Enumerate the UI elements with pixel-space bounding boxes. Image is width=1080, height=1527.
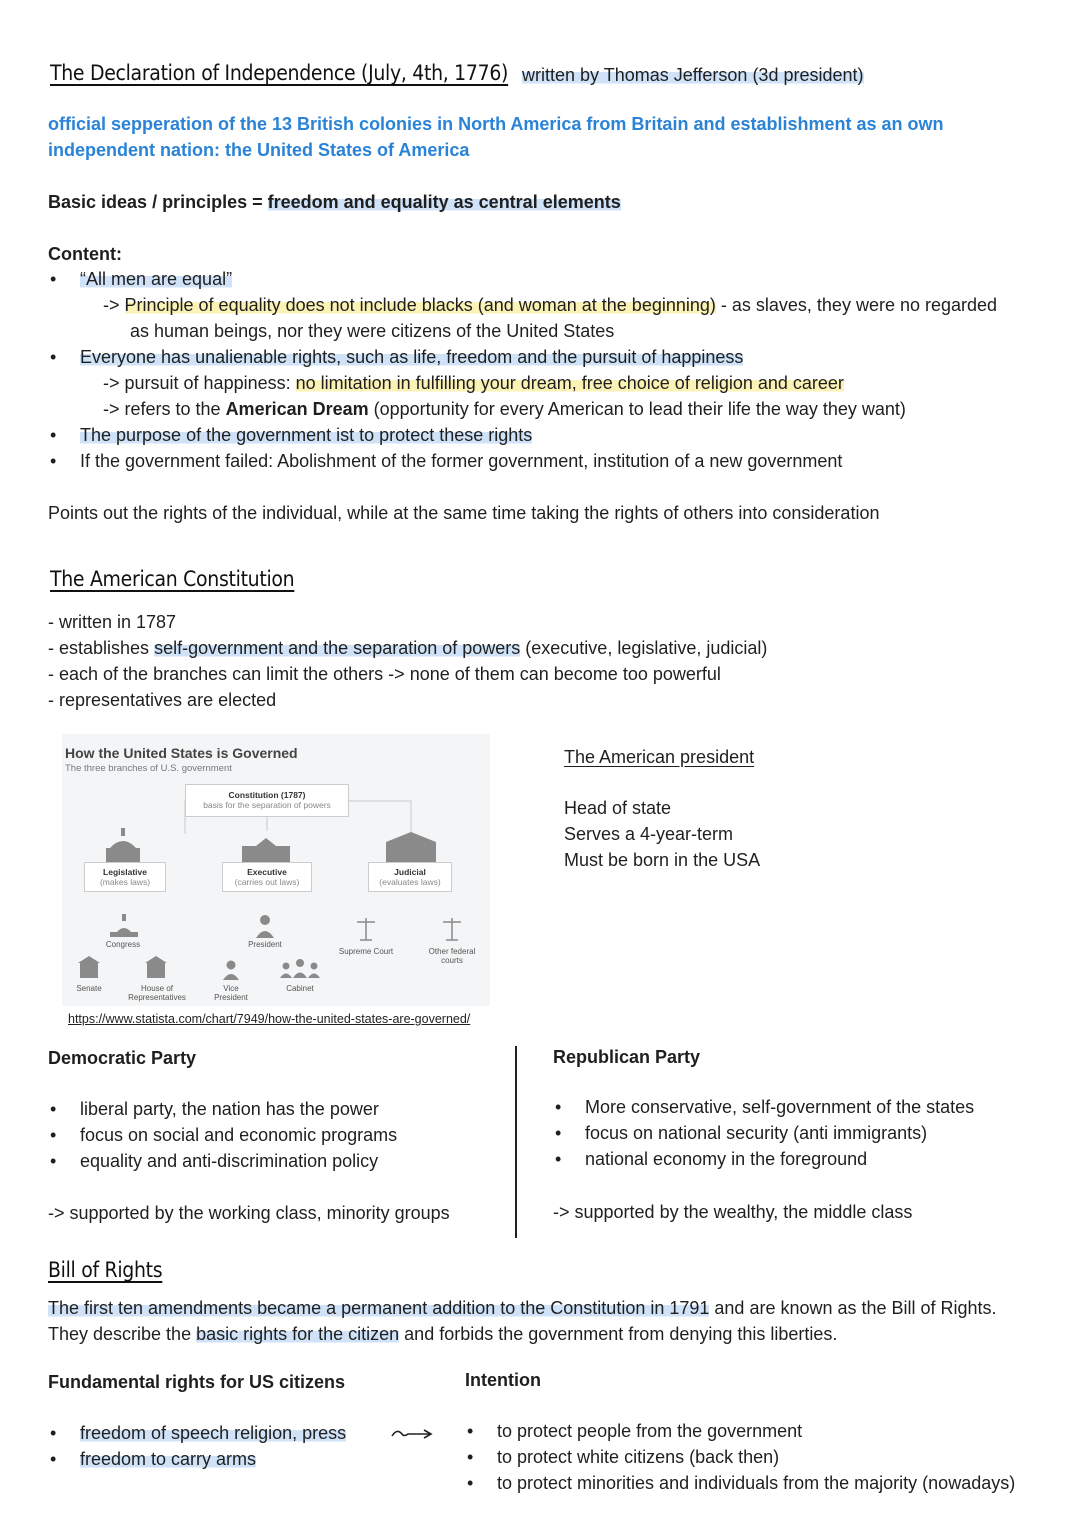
- rights-list: [48, 1420, 388, 1472]
- constitution-box-title: Constitution (1787): [228, 790, 306, 800]
- label-house: House of Representatives: [128, 984, 186, 1002]
- bill-line1-highlight: The first ten amendments became a permanent addition to the Constitution in 1791: [48, 1298, 710, 1318]
- equal-note-arrow: ->: [103, 295, 125, 315]
- executive-title: Executive: [247, 867, 287, 877]
- arrow-icon: [388, 1424, 436, 1444]
- bill-line1-rest: and are known as the Bill of Rights.: [709, 1298, 997, 1318]
- republican-support: -> supported by the wealthy, the middle class: [553, 1202, 913, 1222]
- declaration-title: The Declaration of Independence (July, 4th, 1776): [50, 61, 509, 85]
- label-president: President: [248, 940, 282, 949]
- judicial-sub: (evaluates laws): [379, 877, 441, 888]
- label-senate: Senate: [76, 984, 102, 993]
- diagram-subtitle: The three branches of U.S. government: [65, 763, 232, 774]
- declaration-byline: [522, 62, 864, 88]
- republican-item: • focus on national security (anti immigrants): [553, 1120, 1033, 1146]
- content-item-rights: [48, 344, 1058, 370]
- diagram-judicial-box: [368, 862, 452, 892]
- american-dream-note: [48, 396, 1058, 422]
- democratic-title: Democratic Party: [48, 1048, 197, 1068]
- constitution-line-limit: - each of the branches can limit the others -> none of them can become too powerful: [48, 664, 721, 684]
- separation-prefix: - establishes: [48, 638, 155, 658]
- bill-line2-prefix: They describe the: [48, 1324, 197, 1344]
- diagram-title: How the United States is Governed: [65, 745, 298, 761]
- president-term: Serves a 4-year-term: [564, 824, 734, 844]
- judicial-title: Judicial: [394, 867, 426, 877]
- president-list: [564, 795, 760, 873]
- vp-person-icon: [223, 961, 239, 981]
- label-cabinet: Cabinet: [286, 984, 314, 993]
- democratic-item: • focus on social and economic programs: [48, 1122, 498, 1148]
- executive-sub: (carries out laws): [234, 877, 300, 888]
- constitution-title: The American Constitution: [50, 567, 295, 591]
- rights-item: [48, 1446, 388, 1472]
- bill-line2-highlight: basic rights for the citizen: [196, 1324, 400, 1344]
- separation-highlight: self-government and the separation of powers: [154, 638, 521, 658]
- republican-list: [553, 1094, 1033, 1172]
- courthouse-icon: [386, 832, 436, 862]
- basic-ideas-prefix: Basic ideas / principles =: [48, 192, 268, 212]
- diagram-legislative-box: [84, 862, 166, 892]
- congress-dome-icon: [110, 914, 138, 937]
- diagram-constitution-box: [185, 784, 349, 817]
- government-diagram: [62, 734, 490, 1006]
- intention-title: Intention: [465, 1370, 541, 1390]
- rights-item-text: freedom of speech religion, press: [80, 1423, 347, 1443]
- content-item-rights-text: Everyone has unalienable rights, such as life, freedom and the pursuit of happiness: [80, 347, 744, 367]
- content-item-equal: [48, 266, 1058, 292]
- content-item-purpose-text: The purpose of the government ist to protect these rights: [80, 425, 533, 445]
- constitution-line-written: - written in 1787: [48, 612, 177, 632]
- constitution-list: [48, 609, 948, 713]
- declaration-byline-text: written by Thomas Jefferson (3d president): [522, 65, 864, 85]
- label-supreme-court: Supreme Court: [338, 947, 394, 956]
- content-item-failed: • If the government failed: Abolishment of the former government, institution of a new government: [48, 448, 1058, 474]
- content-label: Content:: [48, 244, 122, 264]
- constitution-box-sub: basis for the separation of powers: [203, 800, 331, 811]
- content-item-equal-note: [48, 292, 1058, 318]
- intention-item: • to protect minorities and individuals from the majority (nowadays): [465, 1470, 1065, 1496]
- republican-title: Republican Party: [553, 1047, 701, 1067]
- scales-icons: [357, 918, 461, 940]
- legislative-title: Legislative: [103, 867, 147, 877]
- content-item-purpose: [48, 422, 1058, 448]
- rights-title: Fundamental rights for US citizens: [48, 1372, 346, 1392]
- equal-note-highlight: Principle of equality does not include blacks (and woman at the beginning): [124, 295, 716, 315]
- cabinet-group-icon: [280, 959, 320, 978]
- basic-ideas-highlight: freedom and equality as central elements: [267, 192, 621, 212]
- democratic-item: • liberal party, the nation has the power: [48, 1096, 498, 1122]
- bill-title: Bill of Rights: [48, 1258, 163, 1282]
- equal-note-rest: - as slaves, they were no regarded: [715, 295, 998, 315]
- bill-line1: [48, 1295, 997, 1321]
- separation-rest: (executive, legislative, judicial): [520, 638, 768, 658]
- dream-note-bold: American Dream: [225, 399, 369, 419]
- label-vice-president: Vice President: [214, 984, 248, 1002]
- diagram-source-link[interactable]: https://www.statista.com/chart/7949/how-the-united-states-are-governed/: [68, 1012, 471, 1026]
- content-item-equal-note-2: as human beings, nor they were citizens of the United States: [130, 321, 615, 341]
- pursuit-note-highlight: no limitation in fulfilling your dream, free choice of religion and career: [295, 373, 844, 393]
- constitution-line-separation: [48, 635, 948, 661]
- diagram-executive-box: [222, 862, 312, 892]
- president-born: Must be born in the USA: [564, 850, 761, 870]
- content-list: [48, 266, 1058, 474]
- republican-item: • national economy in the foreground: [553, 1146, 1033, 1172]
- president-person-icon: [256, 915, 274, 938]
- rights-item-text: freedom to carry arms: [80, 1449, 257, 1469]
- republican-item: • More conservative, self-government of the states: [553, 1094, 1033, 1120]
- democratic-item: • equality and anti-discrimination policy: [48, 1148, 498, 1174]
- dream-note-prefix: -> refers to the: [103, 399, 226, 419]
- white-house-icon: [242, 838, 290, 862]
- basic-ideas: [48, 189, 621, 215]
- pursuit-note: [48, 370, 1058, 396]
- intention-item: • to protect people from the government: [465, 1418, 1065, 1444]
- president-head-of-state: Head of state: [564, 798, 672, 818]
- declaration-summary-line1: official sepperation of the 13 British colonies in North America from Britain and establishment as an own: [48, 114, 944, 134]
- dream-note-rest: (opportunity for every American to lead their life the way they want): [368, 399, 906, 419]
- capitol-icon: [106, 828, 140, 862]
- label-other-courts: Other federal courts: [428, 947, 476, 965]
- content-item-equal-text: “All men are equal”: [80, 269, 233, 289]
- bill-line2: [48, 1321, 837, 1347]
- declaration-summary-line2: independent nation: the United States of America: [48, 140, 470, 160]
- democratic-list: [48, 1096, 498, 1174]
- rights-item: [48, 1420, 388, 1446]
- constitution-line-elected: - representatives are elected: [48, 690, 277, 710]
- pursuit-note-prefix: -> pursuit of happiness:: [103, 373, 296, 393]
- intention-item: • to protect white citizens (back then): [465, 1444, 1065, 1470]
- legislative-sub: (makes laws): [99, 877, 151, 888]
- label-congress: Congress: [105, 940, 141, 949]
- democratic-support: -> supported by the working class, minority groups: [48, 1203, 450, 1223]
- column-building-icons: [78, 956, 167, 978]
- bill-line2-rest: and forbids the government from denying this liberties.: [399, 1324, 838, 1344]
- declaration-closing: Points out the rights of the individual, while at the same time taking the rights of others into consideration: [48, 503, 880, 523]
- intention-list: [465, 1418, 1065, 1496]
- party-divider: [515, 1046, 517, 1238]
- president-title: The American president: [564, 747, 755, 767]
